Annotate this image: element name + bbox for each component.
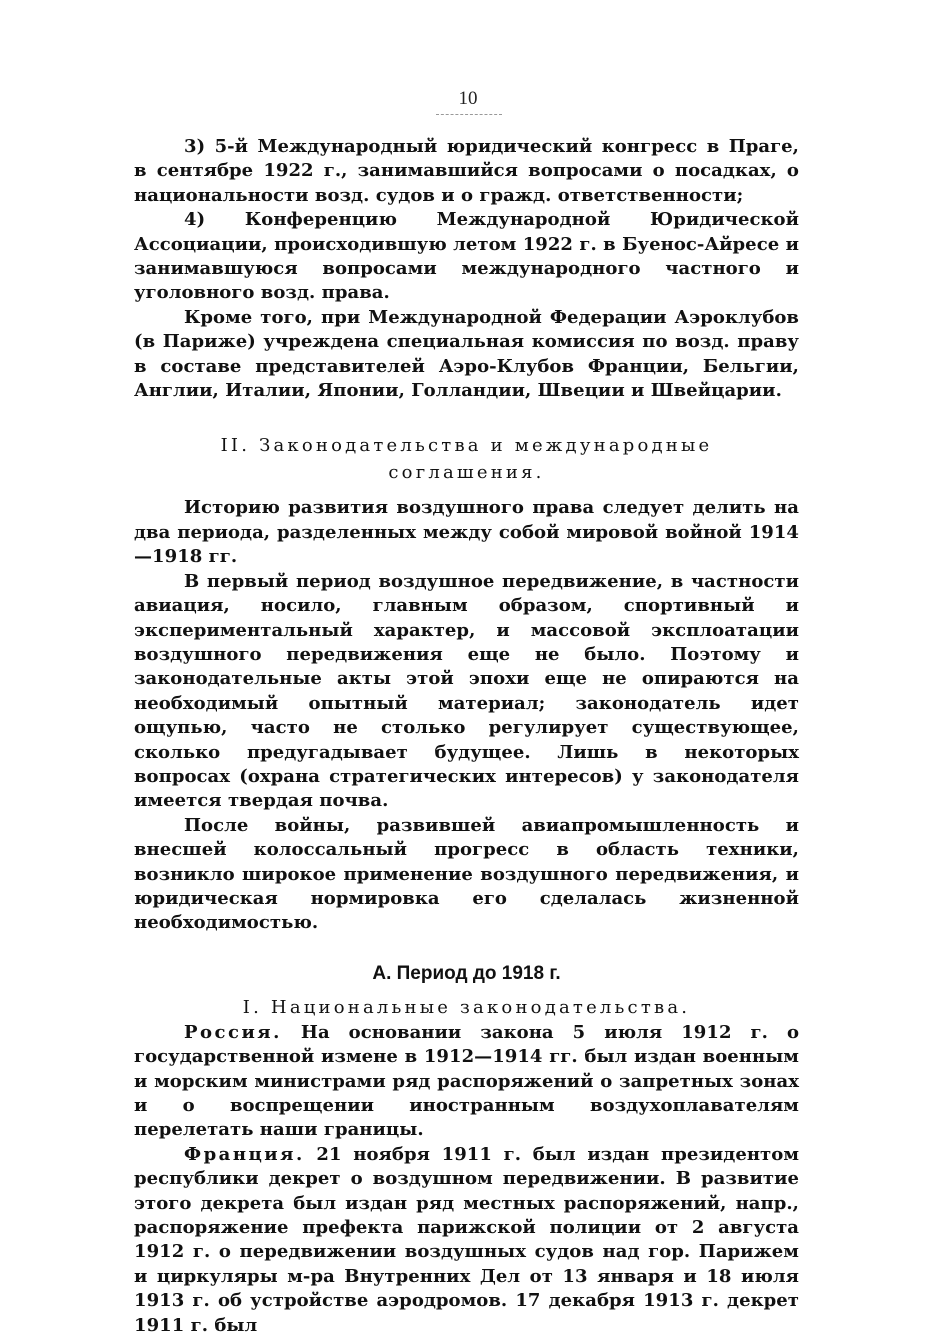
paragraph-after-war: После войны, развившей авиапромышленность и внесшей колоссальный прогресс в область техники, возникло широкое применение воздушного передвижения, и юридическая нормировка его сделалась жизненной необходимостью. [134, 814, 799, 934]
paragraph-russia [134, 1021, 799, 1143]
paragraph-france [134, 1143, 799, 1338]
france-text: 21 ноября 1911 г. был издан президентом республики декрет о воздушном передвижении. В развитие этого декрета был издан ряд местных распоряжений, напр., распоряжение префекта парижской полиции от 2 августа 1912 г. о передвижении воздушных судов над гор. Парижем и циркуляры м-ра Внутренних Дел от 13 января и 18 июля 1913 г. об устройстве аэродромов. 17 декабря 1913 г. декрет 1911 г. был [134, 1143, 799, 1336]
spacer [134, 936, 799, 961]
paragraph-conference-buenos-aires: 4) Конференцию Международной Юридической Ассоциации, происходившую летом 1922 г. в Буенос-Айресе и занимавшуюся вопросами международного частного и уголовного возд. права. [134, 209, 799, 304]
page-number-rule [436, 114, 502, 115]
paragraph-congress-prague: 3) 5-й Международный юридический конгресс в Праге, в сентябре 1922 г., занимавшийся вопросами о посадках, о национальности возд. судов и о гражд. ответственности; [134, 136, 799, 206]
paragraph-aeroclub-commission: Кроме того, при Международной Федерации Аэроклубов (в Париже) учреждена специальная комиссия по возд. праву в составе представителей Аэро-Клубов Франции, Бельгии, Англии, Италии, Японии, Голландии, Швеции и Швейцарии. [134, 306, 799, 402]
section-ii-heading-line1: II. Законодательства и международные [220, 435, 713, 457]
country-label-france: Франция. [184, 1143, 305, 1165]
section-ii-heading-line2: соглашения. [388, 462, 545, 484]
page-number: 10 [458, 88, 478, 109]
paragraph-first-period: В первый период воздушное передвижение, в частности авиация, носило, главным образом, спортивный и экспериментальный характер, и массовой эксплоатации воздушного передвижения еще не было. Поэтому и законодательные акты этой эпохи еще не опираются на необходимый опытный материал; законодатель идет ощупью, часто не столько регулирует существующее, сколько предугадывает будущее. Лишь в некоторых вопросах (охрана стратегических интересов) у законодателя имеется твердая почва. [134, 570, 799, 812]
spacer [134, 987, 799, 994]
country-label-russia: Россия. [184, 1021, 282, 1043]
spacer [134, 486, 799, 496]
russia-text: На основании закона 5 июля 1912 г. о государственной измене в 1912—1914 гг. был издан военным и морским министрами ряд распоряжений о запретных зонах и о воспрещении иностранным воздухоплавателям перелетать наши границы. [134, 1021, 799, 1141]
page-body [134, 135, 799, 1338]
section-a-subheading: I. Национальные законодательства. [242, 996, 691, 1018]
section-a-heading: А. Период до 1918 г. [372, 962, 561, 984]
paragraph-history-periods: Историю развития воздушного права следует делить на два периода, разделенных между собой мировой войной 1914—1918 гг. [134, 497, 799, 568]
spacer [134, 403, 799, 432]
